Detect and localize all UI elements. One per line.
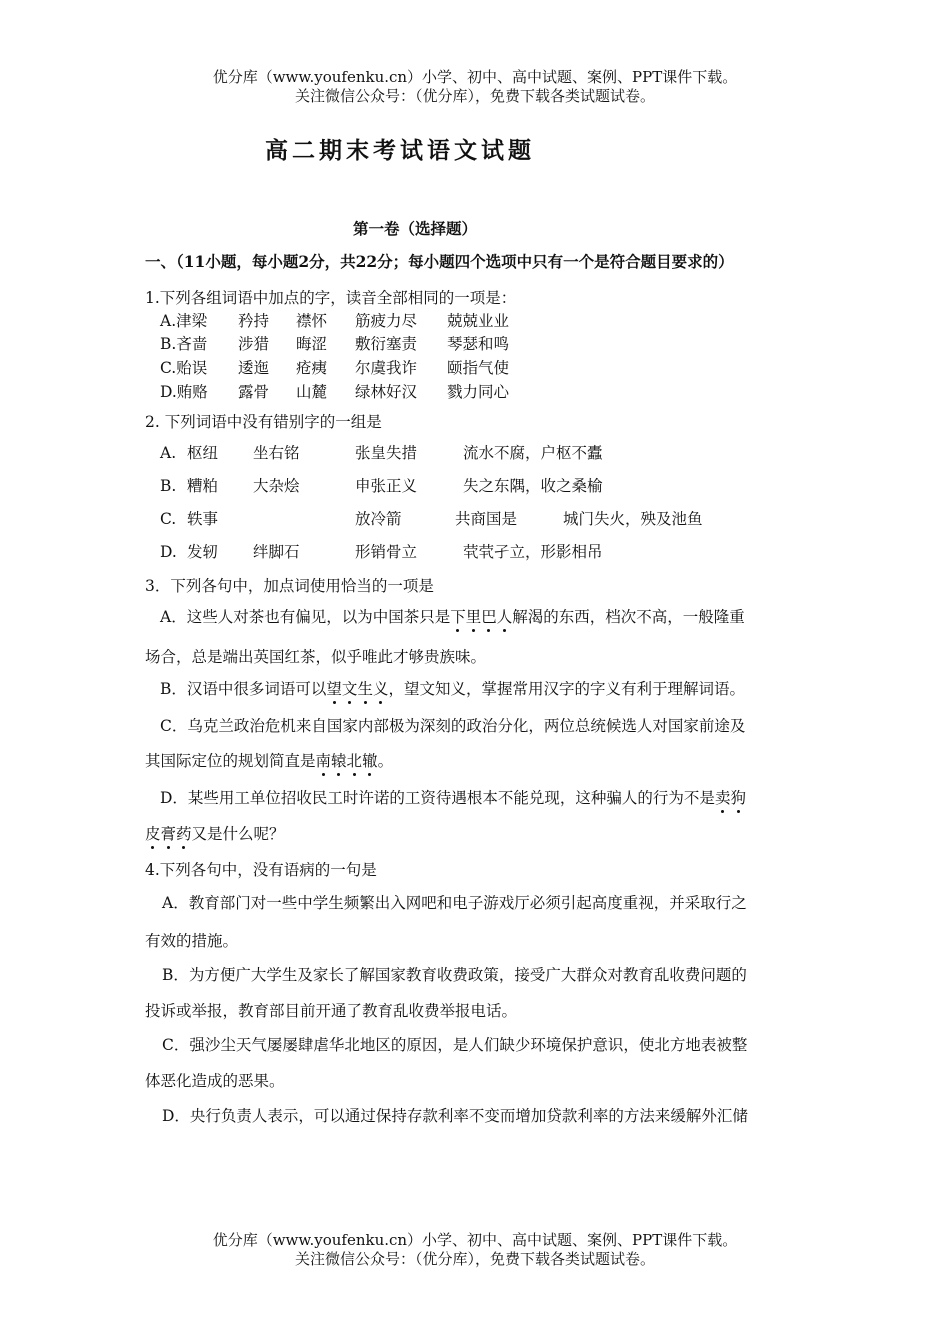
q3-option-d-line2: 皮膏药又是什么呢？ — [145, 825, 285, 843]
q1-b-w2: 涉猎 — [238, 335, 270, 353]
q4-stem: 4.下列各句中，没有语病的一句是 — [145, 861, 377, 879]
q1-a-w2: 矜持 — [238, 312, 270, 330]
footer-line-2: 关注微信公众号：（优分库），免费下载各类试题试卷。 — [294, 1250, 655, 1268]
q2-d-label: D. — [160, 543, 177, 561]
q2-c-w4: 城门失火，殃及池鱼 — [563, 510, 703, 528]
q4-option-a-line2: 有效的措施。 — [145, 932, 239, 950]
q1-b-w3: 晦涩 — [296, 335, 328, 353]
q1-c-w3: 疮痍 — [296, 359, 328, 377]
q2-c-label: C. — [160, 510, 177, 528]
q3-stem: 3．下列各句中，加点词使用恰当的一项是 — [145, 577, 434, 595]
header-line-1: 优分库（www.youfenku.cn）小学、初中、高中试题、案例、PPT课件下载。 — [212, 68, 738, 86]
q1-d-w4: 绿林好汉 — [355, 383, 418, 401]
q1-b-w4: 敷衍塞责 — [355, 335, 418, 353]
q1-d-w1: D.贿赂 — [160, 383, 208, 401]
q3-b-dotted-term: 望文生义 — [326, 680, 389, 698]
page-title: 高二期末考试语文试题 — [265, 138, 535, 164]
q2-b-w3: 申张正义 — [355, 477, 418, 495]
q1-stem: 1.下列各组词语中加点的字，读音全部相同的一项是： — [145, 289, 517, 307]
q2-a-w2: 坐右铭 — [253, 444, 300, 462]
q2-d-w4: 茕茕孑立，形影相吊 — [463, 543, 603, 561]
q2-b-w1: 糟粕 — [187, 477, 219, 495]
q4-option-d-line1: D．央行负责人表示，可以通过保持存款利率不变而增加贷款利率的方法来缓解外汇储 — [162, 1107, 748, 1125]
q1-b-w1: B.吝啬 — [160, 335, 208, 353]
q2-c-w2: 放冷箭 — [355, 510, 402, 528]
q2-b-label: B. — [160, 477, 177, 495]
q3-option-b: B．汉语中很多词语可以望文生义，望文知义，掌握常用汉字的字义有利于理解词语。 — [160, 680, 745, 698]
q2-d-w1: 发轫 — [187, 543, 219, 561]
header-line-2: 关注微信公众号：（优分库），免费下载各类试题试卷。 — [294, 87, 655, 105]
q3-option-a-line1: A．这些人对茶也有偏见，以为中国茶只是下里巴人解渴的东西，档次不高，一般隆重 — [160, 608, 745, 626]
q1-a-w3: 襟怀 — [296, 312, 328, 330]
q3-option-d-line1: D．某些用工单位招收民工时许诺的工资待遇根本不能兑现，这种骗人的行为不是卖狗 — [160, 789, 746, 807]
q1-c-w4: 尔虞我诈 — [355, 359, 418, 377]
q4-option-b-line1: B．为方便广大学生及家长了解国家教育收费政策，接受广大群众对教育乱收费问题的 — [162, 966, 747, 984]
q3-c-dotted-term: 南辕北辙 — [315, 752, 378, 770]
q2-a-label: A. — [160, 444, 177, 462]
q1-a-w1: A.津梁 — [160, 312, 208, 330]
q2-b-w4: 失之东隅，收之桑榆 — [463, 477, 603, 495]
q1-c-w2: 逶迤 — [238, 359, 270, 377]
q1-b-w5: 琴瑟和鸣 — [447, 335, 510, 353]
q2-a-w4: 流水不腐，户枢不蠹 — [463, 444, 603, 462]
volume-heading: 第一卷（选择题） — [352, 219, 477, 238]
q1-d-w3: 山麓 — [296, 383, 328, 401]
q1-c-w1: C.贻误 — [160, 359, 208, 377]
q1-d-w2: 露骨 — [238, 383, 270, 401]
footer-line-1: 优分库（www.youfenku.cn）小学、初中、高中试题、案例、PPT课件下载。 — [212, 1231, 738, 1249]
q2-stem: 2. 下列词语中没有错别字的一组是 — [145, 413, 382, 431]
q4-option-b-line2: 投诉或举报，教育部目前开通了教育乱收费举报电话。 — [145, 1002, 518, 1020]
q2-c-w3: 共商国是 — [455, 510, 518, 528]
q3-option-c-line1: C．乌克兰政治危机来自国家内部极为深刻的政治分化，两位总统候选人对国家前途及 — [160, 717, 746, 735]
q1-a-w4: 筋疲力尽 — [355, 312, 418, 330]
q1-d-w5: 戮力同心 — [447, 383, 510, 401]
q2-d-w3: 形销骨立 — [355, 543, 418, 561]
q4-option-c-line1: C．强沙尘天气屡屡肆虐华北地区的原因，是人们缺少环境保护意识，使北方地表被整 — [162, 1036, 748, 1054]
q2-a-w1: 枢纽 — [187, 444, 219, 462]
q3-d-dotted-term-2: 皮膏药 — [145, 825, 192, 843]
q2-a-w3: 张皇失措 — [355, 444, 418, 462]
section-heading: 一、（11小题，每小题2分，共22分；每小题四个选项中只有一个是符合题目要求的） — [145, 252, 734, 271]
q3-a-dotted-term: 下里巴人 — [450, 608, 513, 626]
q3-d-dotted-term-1: 卖狗 — [714, 789, 746, 807]
q2-c-w1: 轶事 — [187, 510, 219, 528]
q3-option-a-line2: 场合，总是端出英国红茶，似乎唯此才够贵族味。 — [145, 648, 487, 666]
q1-c-w5: 颐指气使 — [447, 359, 510, 377]
q4-option-a-line1: A．教育部门对一些中学生频繁出入网吧和电子游戏厅必须引起高度重视，并采取行之 — [162, 894, 747, 912]
q1-a-w5: 兢兢业业 — [447, 312, 510, 330]
q2-b-w2: 大杂烩 — [253, 477, 300, 495]
q4-option-c-line2: 体恶化造成的恶果。 — [145, 1072, 285, 1090]
q2-d-w2: 绊脚石 — [253, 543, 300, 561]
q3-option-c-line2: 其国际定位的规划简直是南辕北辙。 — [145, 752, 394, 770]
